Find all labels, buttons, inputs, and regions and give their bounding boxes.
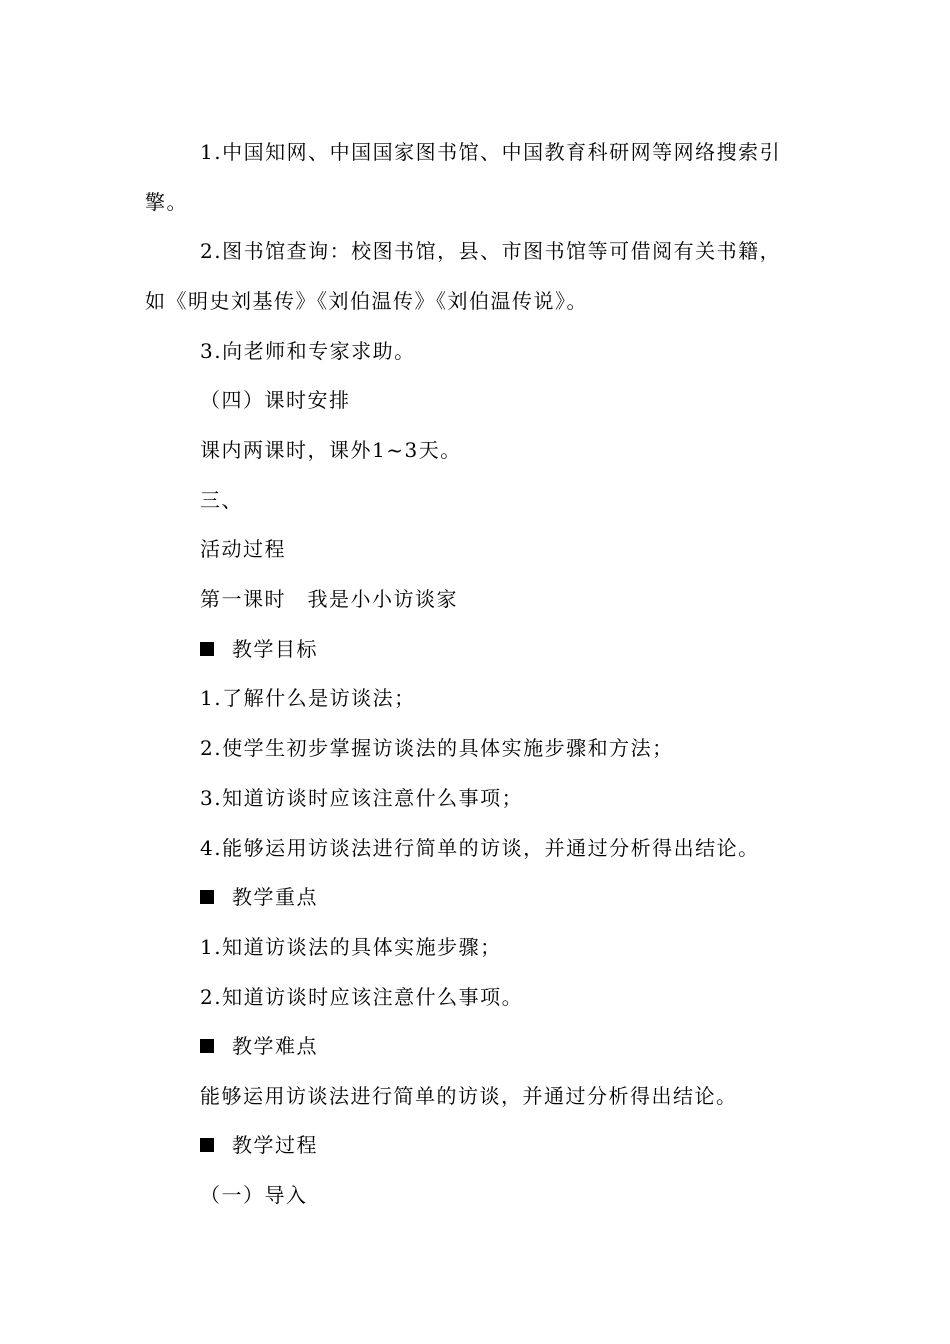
- square-bullet-icon: [200, 642, 214, 656]
- resource-item-1-line-2: 擎。: [145, 190, 188, 214]
- lesson-title: 第一课时 我是小小访谈家: [200, 587, 458, 611]
- resource-item-2-line-2: 如《明史刘基传》《刘伯温传》《刘伯温传说》。: [145, 289, 588, 313]
- intro-heading: （一）导入: [200, 1183, 308, 1207]
- schedule-heading: （四）课时安排: [200, 388, 351, 412]
- keypoints-heading: [200, 883, 318, 911]
- keypoint-item: 1.知道访谈法的具体实施步骤；: [200, 935, 502, 959]
- goal-item: 3.知道访谈时应该注意什么事项；: [200, 786, 524, 810]
- difficulty-text: 能够运用访谈法进行简单的访谈，并通过分析得出结论。: [200, 1084, 738, 1108]
- keypoints-heading-label: 教学重点: [232, 885, 318, 909]
- square-bullet-icon: [200, 1039, 214, 1053]
- section-number: 三、: [200, 488, 243, 512]
- schedule-text: 课内两课时，课外1~3天。: [200, 438, 462, 462]
- difficulty-heading: [200, 1032, 318, 1060]
- process-heading-label: 教学过程: [232, 1133, 318, 1157]
- goal-item: 4.能够运用访谈法进行简单的访谈，并通过分析得出结论。: [200, 836, 760, 860]
- goal-item: 2.使学生初步掌握访谈法的具体实施步骤和方法；: [200, 736, 674, 760]
- goal-item: 1.了解什么是访谈法；: [200, 686, 416, 710]
- section-title: 活动过程: [200, 537, 286, 561]
- process-heading: [200, 1131, 318, 1159]
- square-bullet-icon: [200, 890, 214, 904]
- keypoint-item: 2.知道访谈时应该注意什么事项。: [200, 985, 524, 1009]
- difficulty-heading-label: 教学难点: [232, 1034, 318, 1058]
- resource-item-3: 3.向老师和专家求助。: [200, 339, 416, 363]
- square-bullet-icon: [200, 1138, 214, 1152]
- resource-item-2-line-1: 2.图书馆查询：校图书馆，县、市图书馆等可借阅有关书籍，: [200, 239, 782, 263]
- goals-heading-label: 教学目标: [232, 637, 318, 661]
- resource-item-1-line-1: 1.中国知网、中国国家图书馆、中国教育科研网等网络搜索引: [200, 140, 782, 164]
- goals-heading: [200, 635, 318, 663]
